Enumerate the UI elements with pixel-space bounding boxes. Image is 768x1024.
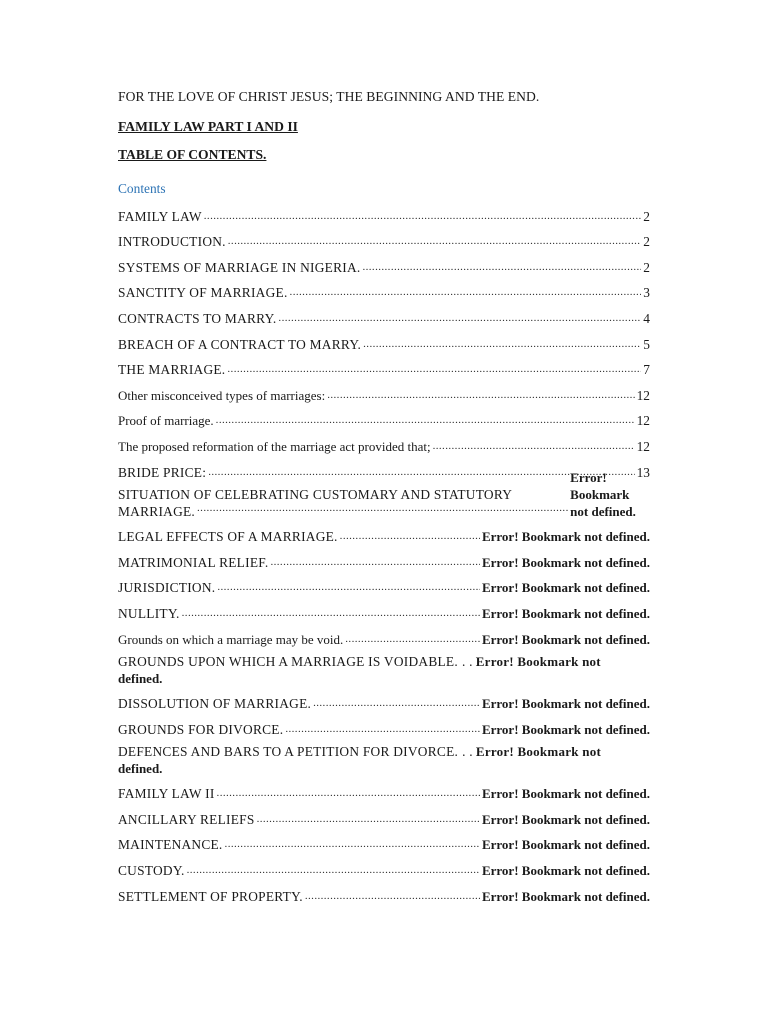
bookmark-error-text: Error! Bookmark not [475, 653, 601, 669]
toc-entry-label: GROUNDS FOR DIVORCE. [118, 721, 284, 737]
dot-leader [217, 581, 480, 593]
toc-entry-custody[interactable] [118, 853, 650, 879]
dedication-line: FOR THE LOVE OF CHRIST JESUS; THE BEGINNING AND THE END. [118, 89, 540, 104]
toc-page-number: 2 [643, 208, 650, 224]
dot-leader: . . [461, 653, 473, 669]
toc-entry-legal-effects[interactable] [118, 520, 650, 546]
dot-leader [182, 607, 480, 619]
toc-entry-proposed-reformation[interactable] [118, 429, 650, 455]
toc-entry-introduction[interactable] [118, 225, 650, 251]
toc-entry-settlement-of-property[interactable] [118, 879, 650, 905]
toc-entry-proof-of-marriage[interactable] [118, 404, 650, 430]
bookmark-error-text: Error! Bookmark not defined. [481, 631, 650, 647]
dot-leader [305, 890, 480, 902]
dot-leader [228, 235, 642, 247]
toc-page-number: 4 [643, 310, 650, 326]
toc-page-number: 12 [636, 387, 650, 403]
dot-leader [197, 500, 568, 517]
dot-leader [216, 414, 635, 426]
bookmark-error-text: Error! Bookmark not defined. [481, 721, 650, 737]
toc-entry-label: GROUNDS UPON WHICH A MARRIAGE IS VOIDABLE. [118, 653, 458, 669]
toc-entry-label: MAINTENANCE. [118, 837, 223, 853]
toc-page-number: 2 [643, 234, 650, 250]
document-title: FAMILY LAW PART I AND II [118, 119, 298, 134]
bookmark-error-text: Error! Bookmark not defined. [481, 605, 650, 621]
toc-entry-dissolution[interactable] [118, 687, 650, 713]
toc-entry-label: SANCTITY OF MARRIAGE. [118, 285, 288, 301]
toc-entry-label: FAMILY LAW [118, 208, 202, 224]
toc-entry-label-line2: MARRIAGE. [118, 503, 196, 519]
toc-entry-grounds-void[interactable] [118, 622, 650, 648]
toc-page-number: 5 [643, 336, 650, 352]
dot-leader [257, 813, 480, 825]
toc-entry-defences-and-bars[interactable] [118, 738, 650, 777]
dot-leader [187, 864, 480, 876]
toc-entry-label: Other misconceived types of marriages: [118, 387, 326, 403]
bookmark-error-text: Error! Bookmark not defined. [481, 554, 650, 570]
dot-leader [285, 723, 480, 735]
bookmark-error-continuation: defined. [118, 760, 163, 776]
bookmark-error-text: Error! Bookmark not [475, 743, 602, 759]
toc-page-number: 3 [643, 285, 650, 301]
dot-leader [270, 556, 479, 568]
toc-entry-label: DEFENCES AND BARS TO A PETITION FOR DIVORCE. [118, 743, 459, 759]
dot-leader [290, 286, 642, 298]
toc-entry-label: ANCILLARY RELIEFS [118, 811, 255, 827]
dot-leader [327, 389, 634, 401]
bookmark-error-text: Error! Bookmark not defined. [481, 786, 650, 802]
toc-entry-misconceived-types[interactable] [118, 378, 650, 404]
bookmark-error-text: Error! Bookmark not defined. [481, 696, 650, 712]
toc-entry-maintenance[interactable] [118, 828, 650, 854]
bookmark-error-text: Error! Bookmark not defined. [481, 863, 650, 879]
dot-leader [345, 633, 480, 645]
toc-entry-sanctity-of-marriage[interactable] [118, 276, 650, 302]
toc-entry-label: DISSOLUTION OF MARRIAGE. [118, 696, 312, 712]
toc-entry-contracts-to-marry[interactable] [118, 301, 650, 327]
toc-entry-grounds-voidable[interactable] [118, 648, 650, 687]
toc-entry-label: FAMILY LAW II [118, 786, 215, 802]
toc-entry-label: The proposed reformation of the marriage act provided that; [118, 438, 431, 454]
dot-leader [340, 530, 480, 542]
toc-entry-label: JURISDICTION. [118, 580, 216, 596]
bookmark-error-text: Error! Bookmark not defined. [481, 837, 650, 853]
dot-leader: . . [462, 743, 473, 759]
toc-entry-the-marriage[interactable] [118, 353, 650, 379]
toc-entry-label: SYSTEMS OF MARRIAGE IN NIGERIA. [118, 259, 361, 275]
bookmark-error-text: Error! Bookmark not defined. [481, 529, 650, 545]
dot-leader [433, 440, 635, 452]
toc-entry-jurisdiction[interactable] [118, 571, 650, 597]
toc-entry-label: CONTRACTS TO MARRY. [118, 310, 277, 326]
toc-entry-grounds-for-divorce[interactable] [118, 712, 650, 738]
dot-leader [278, 312, 641, 324]
toc-entry-matrimonial-relief[interactable] [118, 545, 650, 571]
toc-page-number: 12 [636, 413, 650, 429]
toc-heading: TABLE OF CONTENTS. [118, 147, 267, 162]
dot-leader [227, 363, 641, 375]
bookmark-error-text: Error! Bookmark not defined. [570, 469, 636, 519]
dot-leader [363, 338, 641, 350]
toc-entry-family-law[interactable] [118, 199, 650, 225]
toc-entry-nullity[interactable] [118, 596, 650, 622]
toc-entry-breach-of-contract[interactable] [118, 327, 650, 353]
bookmark-error-text: Error! Bookmark not defined. [481, 580, 650, 596]
toc-entry-label: BREACH OF A CONTRACT TO MARRY. [118, 336, 362, 352]
toc-page-number: 7 [643, 362, 650, 378]
toc-page-number: 12 [636, 438, 650, 454]
toc-list [118, 199, 650, 905]
toc-entry-label: THE MARRIAGE. [118, 362, 226, 378]
dot-leader [313, 697, 480, 709]
bookmark-error-continuation: defined. [118, 670, 163, 686]
toc-entry-label: BRIDE PRICE: [118, 464, 207, 480]
toc-entry-ancillary-reliefs[interactable] [118, 802, 650, 828]
toc-entry-label: Proof of marriage. [118, 413, 214, 429]
toc-entry-label: SETTLEMENT OF PROPERTY. [118, 888, 303, 904]
dot-leader [225, 838, 480, 850]
toc-entry-label: LEGAL EFFECTS OF A MARRIAGE. [118, 529, 338, 545]
toc-entry-label: CUSTODY. [118, 863, 185, 879]
toc-entry-systems-of-marriage[interactable] [118, 250, 650, 276]
toc-entry-label: Grounds on which a marriage may be void. [118, 631, 344, 647]
dot-leader [217, 787, 480, 799]
bookmark-error-text: Error! Bookmark not defined. [481, 888, 650, 904]
dot-leader [362, 261, 641, 273]
dot-leader [204, 210, 642, 222]
contents-label: Contents [118, 181, 166, 196]
toc-entry-label-line1: SITUATION OF CELEBRATING CUSTOMARY AND STATUTORY [118, 486, 513, 502]
toc-entry-label: MATRIMONIAL RELIEF. [118, 554, 269, 570]
toc-entry-family-law-ii[interactable] [118, 777, 650, 803]
bookmark-error-text: Error! Bookmark not defined. [481, 811, 650, 827]
toc-page-number: 2 [643, 259, 650, 275]
toc-page-number: 13 [636, 464, 650, 480]
toc-entry-label: INTRODUCTION. [118, 234, 226, 250]
toc-entry-label: NULLITY. [118, 605, 180, 621]
